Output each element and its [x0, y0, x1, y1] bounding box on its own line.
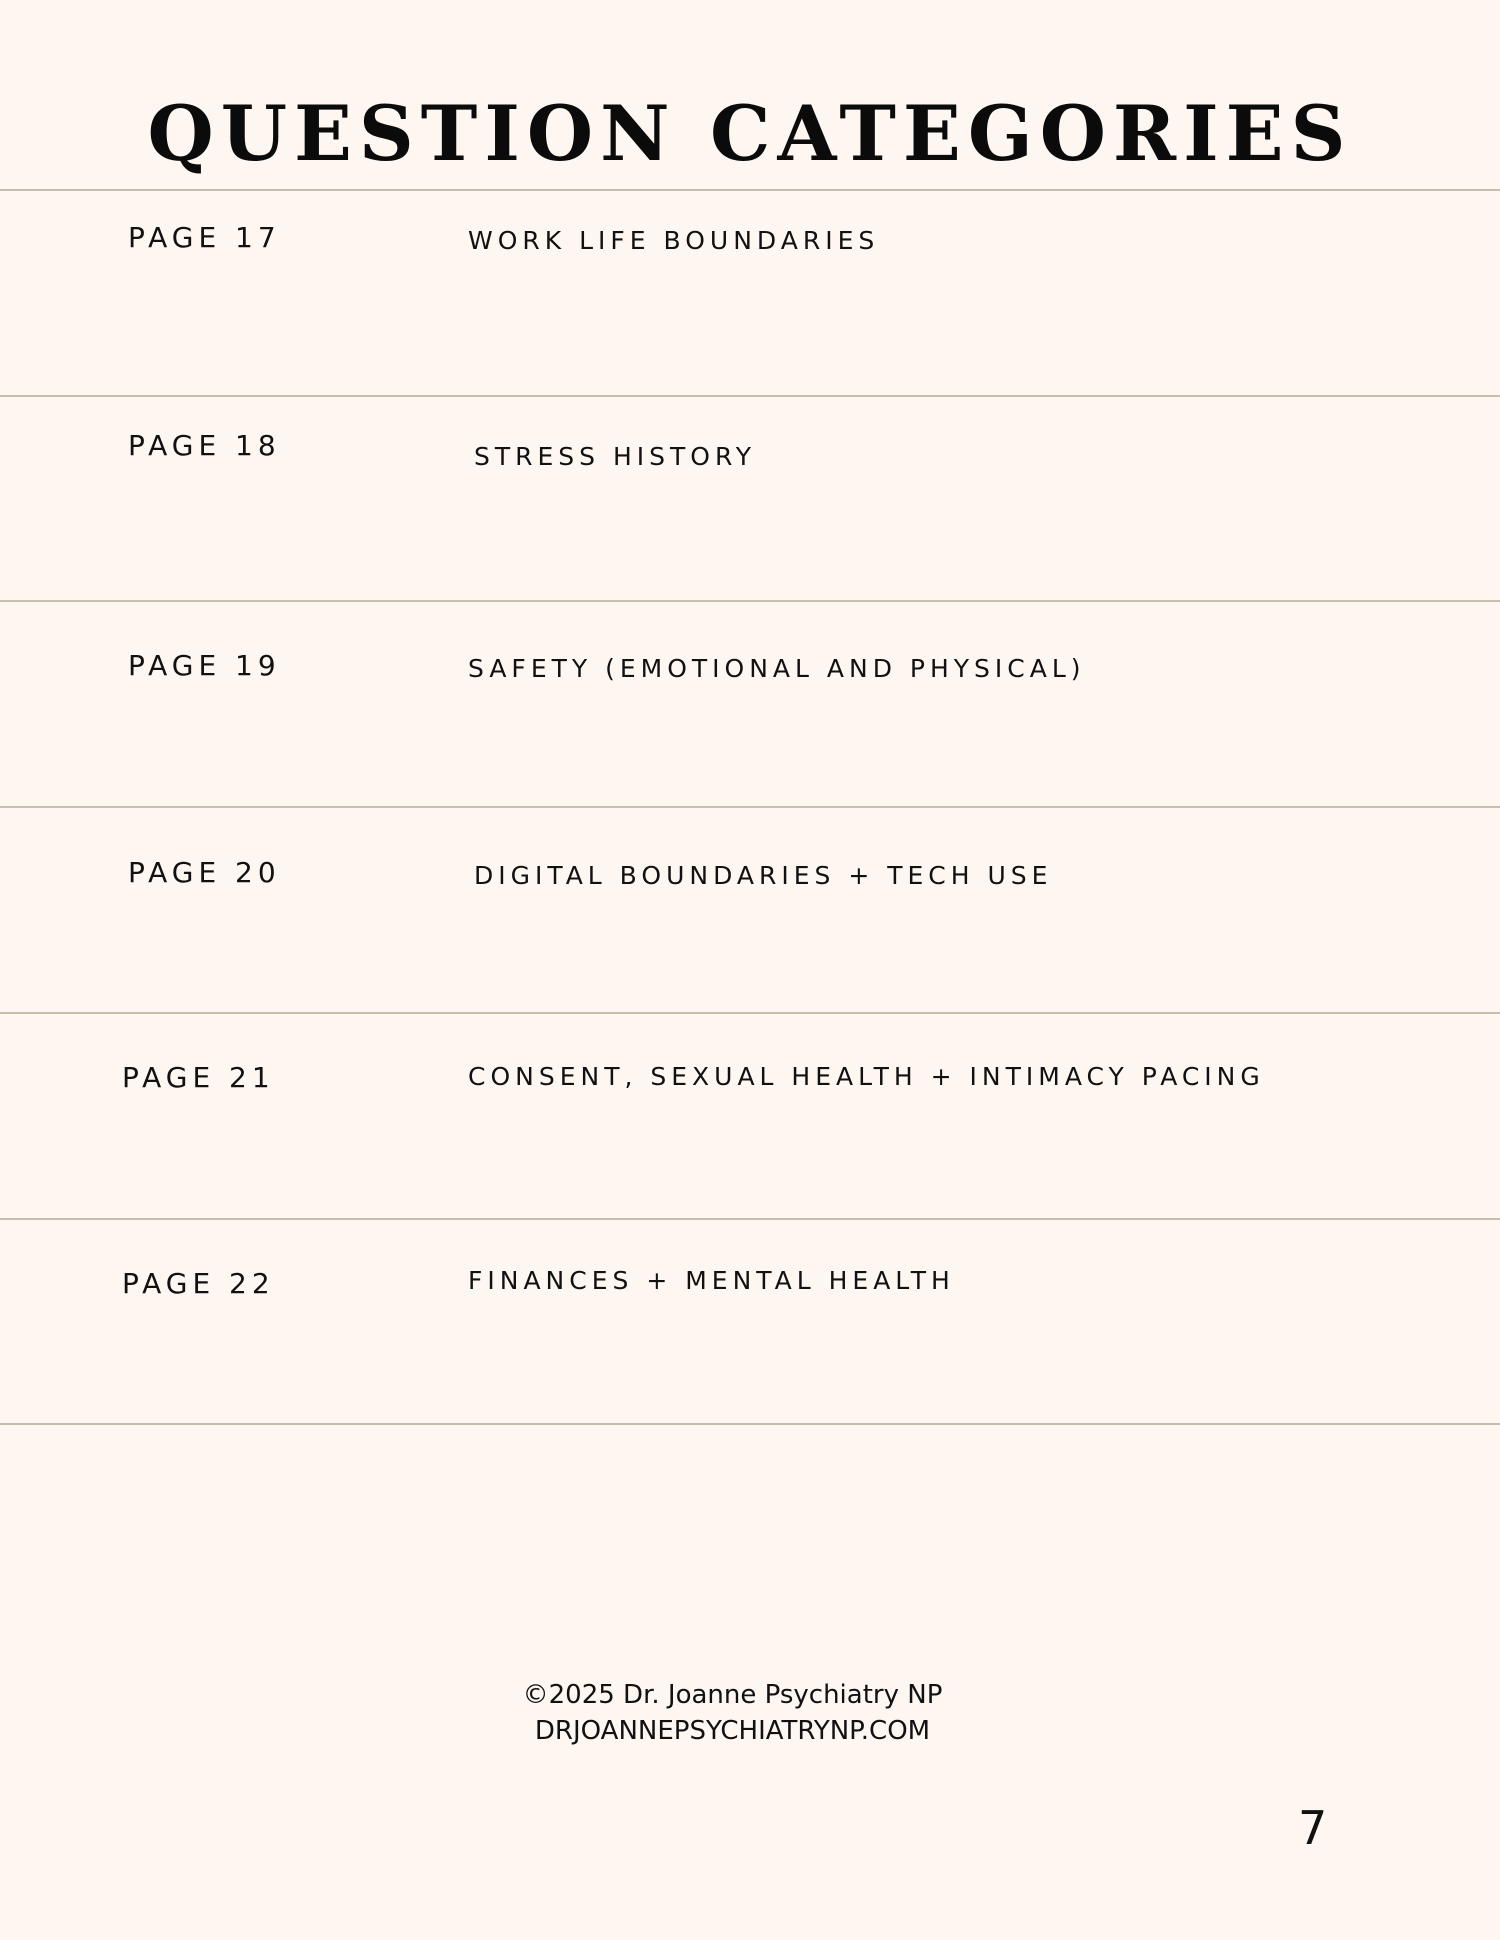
divider — [0, 806, 1500, 808]
category-page-label: PAGE 18 — [128, 429, 281, 462]
category-topic-label: SAFETY (EMOTIONAL AND PHYSICAL) — [468, 654, 1086, 683]
footer-website: DRJOANNEPSYCHIATRYNP.COM — [534, 1716, 931, 1746]
category-topic-label: DIGITAL BOUNDARIES + TECH USE — [474, 861, 1053, 890]
divider — [0, 189, 1500, 191]
page-title: QUESTION CATEGORIES — [147, 89, 1353, 178]
divider — [0, 600, 1500, 602]
footer-copyright: ©2025 Dr. Joanne Psychiatry NP — [522, 1680, 943, 1710]
divider — [0, 1423, 1500, 1425]
divider — [0, 395, 1500, 397]
category-topic-label: WORK LIFE BOUNDARIES — [468, 226, 880, 255]
category-topic-label: CONSENT, SEXUAL HEALTH + INTIMACY PACING — [468, 1062, 1265, 1091]
category-page-label: PAGE 21 — [122, 1061, 275, 1094]
divider — [0, 1012, 1500, 1014]
category-topic-label: FINANCES + MENTAL HEALTH — [468, 1266, 955, 1295]
category-page-label: PAGE 19 — [128, 649, 281, 682]
category-topic-label: STRESS HISTORY — [474, 442, 757, 471]
divider — [0, 1218, 1500, 1220]
category-page-label: PAGE 22 — [122, 1267, 275, 1300]
page-number: 7 — [1298, 1801, 1328, 1855]
category-page-label: PAGE 17 — [128, 221, 281, 254]
category-page-label: PAGE 20 — [128, 856, 281, 889]
